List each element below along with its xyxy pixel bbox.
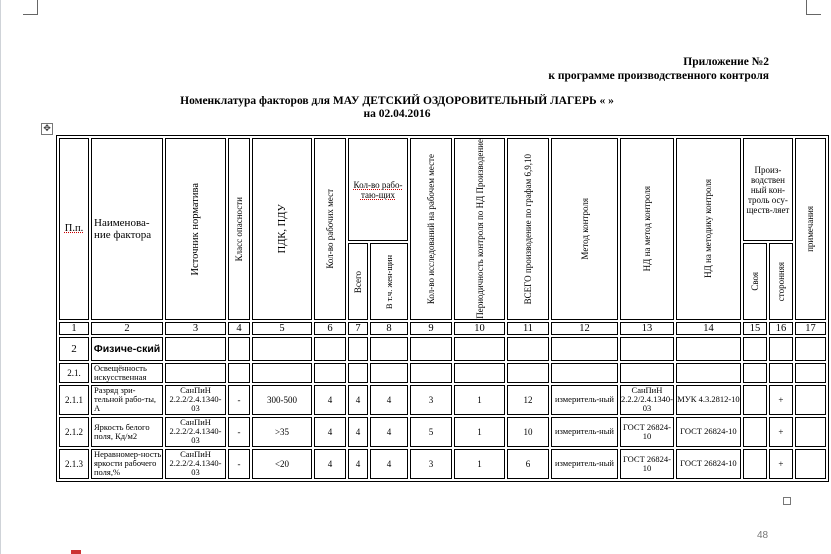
header-nd-technique: НД на методику контроля: [676, 138, 741, 320]
header-row: [59, 138, 826, 241]
row-number: 2.1.: [59, 363, 89, 383]
column-number: 15: [743, 322, 767, 335]
column-number: 13: [620, 322, 674, 335]
third-party-cell: +: [769, 417, 793, 447]
row-number: 2: [59, 337, 89, 361]
workplaces-cell: 4: [314, 385, 346, 415]
column-number: 6: [314, 322, 346, 335]
column-numbers-row: [59, 322, 826, 335]
header-pdk: ПДК, ПДУ: [252, 138, 312, 320]
appendix-line1: Приложение №2: [683, 56, 769, 68]
header-studies: Кол-во исследований на рабочем месте: [410, 138, 452, 320]
nd-technique-cell: ГОСТ 26824-10: [676, 417, 741, 447]
subcategory-row: [59, 363, 826, 383]
header-periodicity: Периодичность контроля по НД Производение: [454, 138, 505, 320]
factors-table: [56, 135, 829, 482]
own-cell: [743, 449, 767, 479]
own-cell: [743, 417, 767, 447]
title-line1: Номенклатура факторов для МАУ ДЕТСКИЙ ОЗДОРОВИТЕЛЬНЫЙ ЛАГЕРЬ « »: [180, 95, 614, 107]
third-party-cell: +: [769, 385, 793, 415]
category-row: [59, 337, 826, 361]
pdk-cell: 300-500: [252, 385, 312, 415]
crop-mark: [806, 0, 821, 15]
header-pp: П.п.: [59, 138, 89, 320]
notes-cell: [795, 417, 826, 447]
factor-name: Яркость белого поля, Кд/м2: [91, 417, 163, 447]
nd-technique-cell: ГОСТ 26824-10: [676, 449, 741, 479]
nd-method-cell: СанПиН 2.2.2/2.4.1340-03: [621, 385, 673, 414]
document-title: [41, 95, 753, 121]
pdk-cell: <20: [252, 449, 312, 479]
header-workplaces: Кол-во рабочих мест: [314, 138, 346, 320]
header-prod-control: Произ-водствен ный кон-троль осу-ществ-ляет: [743, 138, 793, 241]
header-method: Метод контроля: [551, 138, 618, 320]
title-line2: на 02.04.2016: [363, 108, 431, 120]
category-name: Физиче-ский: [91, 337, 163, 361]
header-hazard-class: Класс опасности: [228, 138, 250, 320]
nd-method-cell: ГОСТ 26824-10: [620, 417, 674, 447]
method-cell: измеритель-ный: [551, 385, 618, 415]
factor-name: Разряд зри-тельной рабо-ты, А: [91, 385, 163, 415]
taskbar-edge-icon: [71, 550, 81, 554]
table-row: [59, 417, 826, 447]
studies-cell: 3: [410, 449, 452, 479]
column-number: 12: [551, 322, 618, 335]
header-workers-women: В т.ч. жен-щин: [370, 243, 408, 319]
method-cell: измеритель-ный: [551, 417, 618, 447]
appendix-header: [548, 55, 769, 83]
total-prod-cell: 10: [507, 417, 549, 447]
source-cell: СанПиН 2.2.2/2.4.1340-03: [165, 449, 226, 479]
hazard-cell: -: [228, 385, 250, 415]
row-number: 2.1.2: [59, 417, 89, 447]
column-number: 17: [795, 322, 826, 335]
workers-total-cell: 4: [348, 449, 368, 479]
workers-women-cell: 4: [370, 417, 408, 447]
column-number: 9: [410, 322, 452, 335]
header-total-prod: ВСЕГО производение по графам 6,9,10: [507, 138, 549, 320]
workers-women-cell: 4: [370, 449, 408, 479]
workers-total-cell: 4: [348, 385, 368, 415]
table-row: [59, 449, 826, 479]
header-notes: примечания: [795, 138, 826, 320]
column-number: 1: [59, 322, 89, 335]
column-number: 2: [91, 322, 163, 335]
table-move-handle-icon[interactable]: ✥: [41, 123, 53, 135]
column-number: 11: [507, 322, 549, 335]
studies-cell: 5: [410, 417, 452, 447]
method-cell: измеритель-ный: [551, 449, 618, 479]
column-number: 8: [370, 322, 408, 335]
third-party-cell: +: [769, 449, 793, 479]
appendix-line2: к программе производственного контроля: [548, 70, 769, 82]
column-number: 16: [769, 322, 793, 335]
page-number: 48: [757, 530, 769, 541]
column-number: 10: [454, 322, 505, 335]
workers-total-cell: 4: [348, 417, 368, 447]
studies-cell: 3: [410, 385, 452, 415]
total-prod-cell: 6: [507, 449, 549, 479]
column-number: 4: [228, 322, 250, 335]
row-number: 2.1.1: [59, 385, 89, 415]
crop-mark: [23, 0, 38, 15]
column-number: 3: [165, 322, 226, 335]
table-row: [59, 385, 826, 415]
workplaces-cell: 4: [314, 449, 346, 479]
nd-technique-cell: МУК 4.3.2812-10: [676, 385, 741, 415]
notes-cell: [795, 449, 826, 479]
pdk-cell: >35: [252, 417, 312, 447]
column-number: 14: [676, 322, 741, 335]
header-workers: Кол-во рабо-таю-щих: [348, 138, 408, 241]
notes-cell: [795, 385, 826, 415]
header-own: Своя: [743, 243, 767, 319]
source-cell: СанПиН 2.2.2/2.4.1340-03: [165, 417, 226, 447]
source-cell: СанПиН 2.2.2/2.4.1340-03: [165, 385, 226, 415]
workers-women-cell: 4: [370, 385, 408, 415]
header-nd-method: НД на метод контроля: [620, 138, 674, 320]
header-name: Наименова-ние фактора: [91, 138, 163, 320]
hazard-cell: -: [228, 417, 250, 447]
row-number: 2.1.3: [59, 449, 89, 479]
column-number: 5: [252, 322, 312, 335]
table-resize-handle[interactable]: [783, 497, 791, 505]
nd-method-cell: ГОСТ 26824-10: [620, 449, 674, 479]
own-cell: [743, 385, 767, 415]
periodicity-cell: 1: [454, 449, 505, 479]
factor-name: Неравномер-ность яркости рабочего поля,%: [91, 449, 163, 479]
header-third-party: сторонняя: [769, 243, 793, 319]
periodicity-cell: 1: [454, 417, 505, 447]
workplaces-cell: 4: [314, 417, 346, 447]
header-source: Источник норматива: [165, 138, 226, 320]
hazard-cell: -: [228, 449, 250, 479]
column-number: 7: [348, 322, 368, 335]
total-prod-cell: 12: [507, 385, 549, 415]
header-workers-total: Всего: [348, 243, 368, 319]
periodicity-cell: 1: [454, 385, 505, 415]
subcategory-name: Освещённость искусственная: [91, 363, 163, 383]
